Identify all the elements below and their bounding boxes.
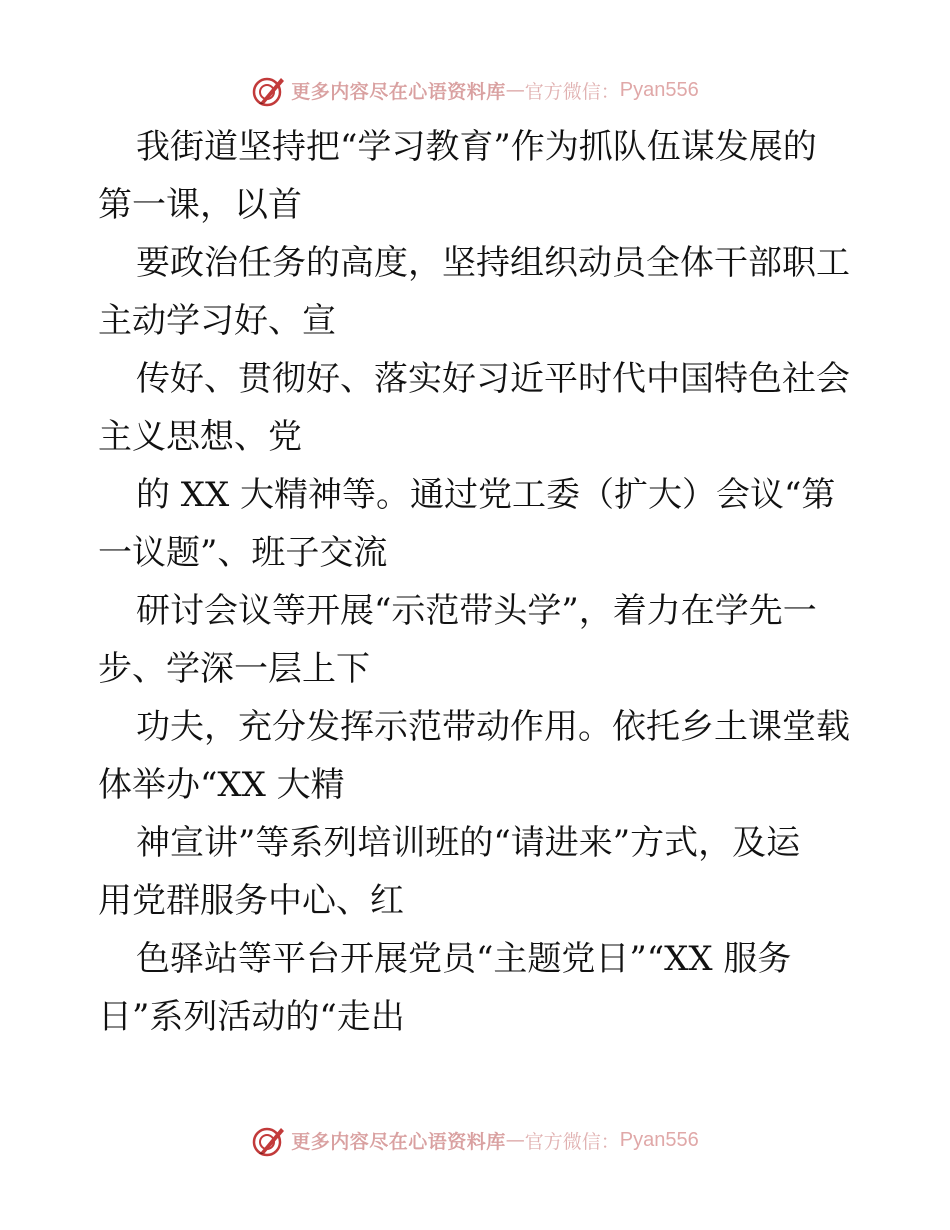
text-line: 体举办“XX 大精 bbox=[98, 765, 345, 805]
watermark-separator: — bbox=[505, 1129, 525, 1151]
text-line: 用党群服务中心、红 bbox=[98, 881, 404, 921]
pen-logo-icon bbox=[251, 1122, 287, 1158]
text-line: 色驿站等平台开展党员“主题党日”“XX 服务 bbox=[136, 939, 792, 979]
watermark-wechat-label: 官方微信： bbox=[524, 1130, 620, 1153]
watermark-separator: — bbox=[505, 79, 525, 101]
text-line: 主义思想、党 bbox=[98, 417, 302, 457]
document-body bbox=[98, 118, 858, 1046]
text-line: 一议题”、班子交流 bbox=[98, 533, 388, 573]
text-line: 传好、贯彻好、落实好习近平时代中国特色社会 bbox=[136, 359, 850, 399]
footer-watermark bbox=[0, 1120, 950, 1160]
text-line: 主动学习好、宣 bbox=[98, 301, 336, 341]
text-line: 的 XX 大精神等。通过党工委（扩大）会议“第 bbox=[136, 475, 836, 515]
watermark-main-text: 更多内容尽在心语资料库 bbox=[291, 1130, 506, 1153]
text-line: 功夫，充分发挥示范带动作用。依托乡土课堂载 bbox=[136, 707, 850, 747]
watermark-wechat-label: 官方微信： bbox=[524, 80, 620, 103]
text-line: 要政治任务的高度，坚持组织动员全体干部职工 bbox=[136, 243, 850, 283]
text-line: 步、学深一层上下 bbox=[98, 649, 370, 689]
watermark-wechat-id: Pyan556 bbox=[619, 78, 699, 101]
text-line: 日”系列活动的“走出 bbox=[98, 997, 405, 1037]
text-line: 我街道坚持把“学习教育”作为抓队伍谋发展的 bbox=[136, 127, 817, 167]
text-line: 神宣讲”等系列培训班的“请进来”方式，及运 bbox=[136, 823, 801, 863]
watermark-wechat-id: Pyan556 bbox=[619, 1128, 699, 1151]
watermark-main-text: 更多内容尽在心语资料库 bbox=[291, 80, 506, 103]
header-watermark bbox=[0, 70, 950, 110]
text-line: 第一课，以首 bbox=[98, 185, 302, 225]
pen-logo-icon bbox=[251, 72, 287, 108]
text-line: 研讨会议等开展“示范带头学”，着力在学先一 bbox=[136, 591, 817, 631]
